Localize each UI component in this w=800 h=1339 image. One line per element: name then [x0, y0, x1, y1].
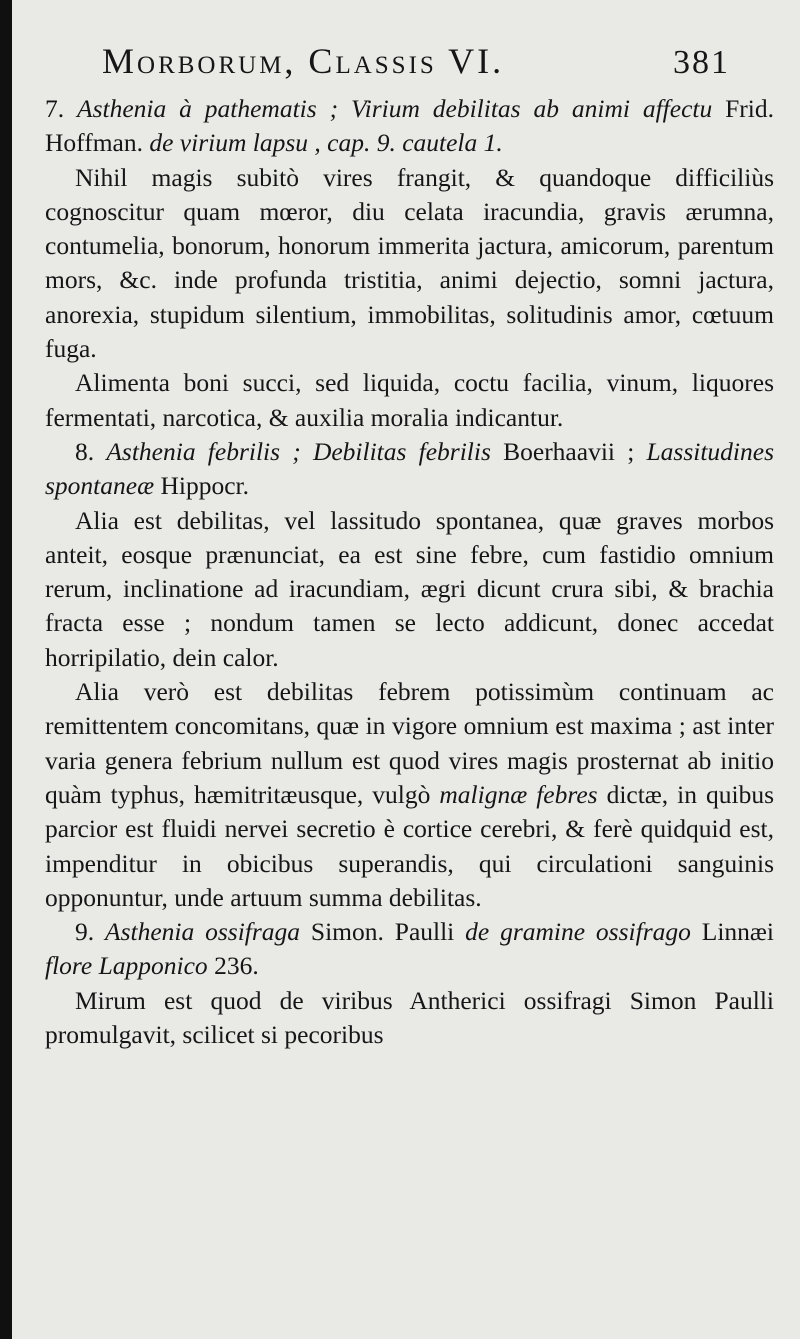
paragraph	[45, 675, 774, 915]
text-segment: Hippocr.	[154, 471, 249, 501]
text-segment: malignæ febres	[439, 779, 598, 809]
text-segment: dictæ, in quibus parcior est fluidi nervei secretio è cortice cerebri, & ferè quidquid est, impenditur in obicibus superandis, qui circulationi sanguinis opponuntur, unde artuum summa debilitas.	[45, 779, 775, 912]
text-segment: Asthenia ossifraga	[105, 917, 301, 947]
paragraph	[45, 504, 774, 675]
text-segment: de gramine ossifrago	[465, 917, 691, 947]
text-segment: Mirum est quod de viribus Antherici ossifragi Simon Paulli promulgavit, scilicet si pecoribus	[45, 985, 774, 1050]
book-page	[12, 0, 800, 1339]
paragraph	[45, 435, 774, 504]
text-segment: Simon. Paulli	[300, 917, 466, 947]
paragraph	[45, 161, 774, 367]
text-segment: Asthenia febrilis ; Debilitas febrilis	[106, 436, 491, 466]
paragraph	[45, 915, 774, 984]
text-segment: Alia verò est debilitas febrem potissimùm continuam ac remittentem concomitans, quæ in vigore omnium est maxima ; ast inter varia genera febrium nullum est quod vires magis prosternat ab initio quàm typhus, hæmitritæusque, vulgò	[45, 677, 774, 809]
text-segment: 7.	[45, 94, 78, 123]
text-segment: Boerhaavii ;	[490, 436, 647, 466]
text-segment: 8.	[75, 436, 107, 466]
text-segment: Nihil magis subitò vires frangit, & quandoque difficiliùs cognoscitur quam mœror, diu celata iracundia, gravis ærumna, contumelia, bonorum, honorum immerita jactura, amicorum, parentum mors, &c. inde profunda tristitia, animi dejectio, somni jactura, anorexia, stupidum silentium, immobilitas, solitudinis amor, cœtuum fuga.	[45, 162, 774, 364]
body-text	[45, 92, 774, 1052]
paragraph	[45, 366, 774, 435]
page-number: 381	[673, 44, 730, 81]
text-segment: Alimenta boni succi, sed liquida, coctu facilia, vinum, liquores fermentati, narcotica, & auxilia moralia indicantur.	[45, 368, 774, 432]
paragraph	[45, 92, 774, 161]
text-segment: Linnæi	[690, 917, 774, 947]
text-segment: Lassitudines spontaneæ	[45, 436, 775, 501]
text-segment: de virium lapsu , cap. 9. cautela 1.	[149, 128, 503, 158]
text-segment: flore Lapponico	[45, 951, 208, 981]
paragraph	[45, 984, 774, 1053]
text-segment: 236.	[207, 951, 259, 981]
text-segment: Alia est debilitas, vel lassitudo spontanea, quæ graves morbos anteit, eosque prænunciat, ea est sine febre, cum fastidio omnium rerum, inclinatione ad iracundiam, ægri dicunt crura sibi, & brachia fracta esse ; nondum tamen se lecto addicunt, donec accedat horripilatio, dein calor.	[45, 505, 774, 672]
text-segment: Asthenia à pathematis ; Virium debilitas ab animi affectu	[77, 94, 713, 123]
running-title: Morborum, Classis VI.	[102, 41, 505, 81]
text-segment: Frid. Hoffman.	[45, 94, 775, 158]
page-header	[102, 40, 730, 90]
text-segment: 9.	[75, 917, 105, 947]
